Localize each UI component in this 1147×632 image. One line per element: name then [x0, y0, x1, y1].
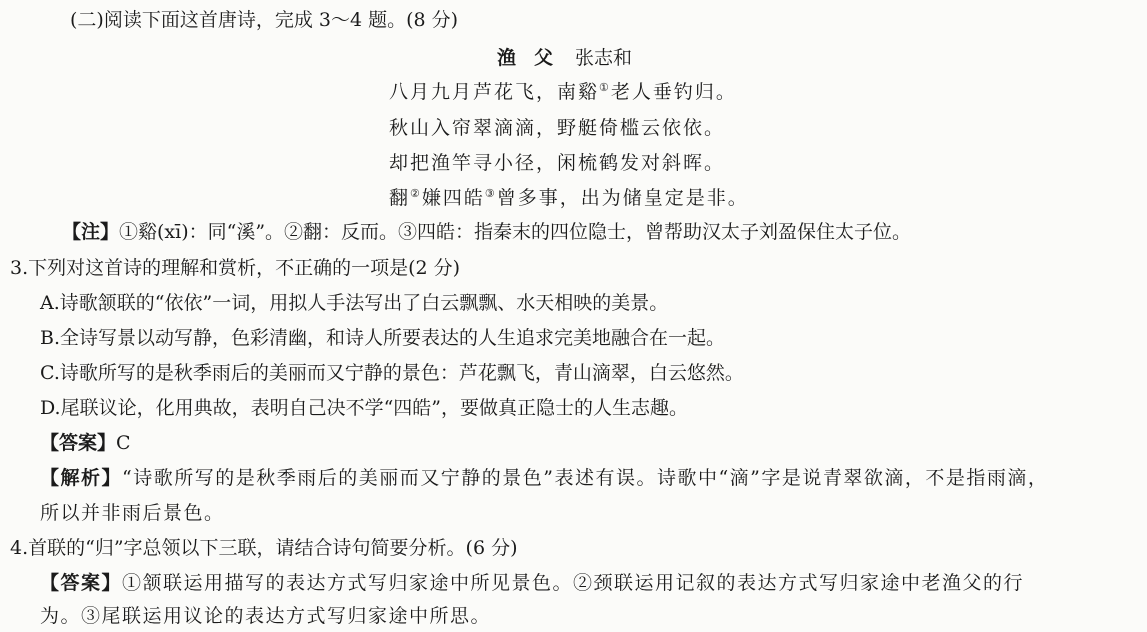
poem-line-4-part-b: 嫌四皓 [421, 187, 485, 209]
q3-analysis-text-1: “诗歌所写的是秋季雨后的美丽而又宁静的景色”表述有误。诗歌中“滴”字是说青翠欲滴，不是指雨滴， [122, 467, 1049, 489]
q3-analysis-line-1 [40, 466, 1048, 490]
poem-line-1 [389, 80, 737, 104]
footnote-marker-3: ③ [484, 187, 497, 200]
q4-answer-line-2: 为。③尾联运用议论的表达方式写归家途中所思。 [40, 605, 492, 627]
poem-line-4-part-a: 翻 [389, 187, 411, 209]
q3-analysis-line-2: 所以并非雨后景色。 [40, 502, 225, 524]
note-text: ①谿(xī)：同“溪”。②翻：反而。③四皓：指秦末的四位隐士，曾帮助汉太子刘盈保住太子位。 [119, 221, 912, 243]
poem-line-1-part-a: 八月九月芦花飞，南谿 [389, 81, 600, 103]
poem-line-4-part-c: 曾多事，出为储皇定是非。 [496, 187, 749, 209]
q4-answer-line-1 [40, 571, 1024, 595]
q3-option-c: C.诗歌所写的是秋季雨后的美丽而又宁静的景色：芦花飘飞，青山滴翠，白云悠然。 [40, 362, 744, 384]
poem-title: 渔父 [497, 47, 572, 69]
q4-answer-label: 【答案】 [40, 572, 123, 594]
footnote-marker-1: ① [599, 81, 611, 94]
q3-option-b: B.全诗写景以动写静，色彩清幽，和诗人所要表达的人生追求完美地融合在一起。 [40, 327, 726, 349]
footnote-marker-2: ② [410, 187, 422, 200]
note [62, 220, 911, 244]
section-heading: (二)阅读下面这首唐诗，完成 3～4 题。(8 分) [70, 9, 459, 31]
q3-answer [40, 431, 131, 455]
q3-stem: 3.下列对这首诗的理解和赏析，不正确的一项是(2 分) [10, 257, 461, 279]
q3-analysis-label: 【解析】 [40, 467, 123, 489]
q3-option-d: D.尾联议论，化用典故，表明自己决不学“四皓”，要做真正隐士的人生志趣。 [40, 397, 689, 419]
poem-line-4 [389, 186, 749, 210]
q4-stem: 4.首联的“归”字总领以下三联，请结合诗句简要分析。(6 分) [10, 537, 518, 559]
poem-author: 张志和 [575, 47, 633, 69]
note-label: 【注】 [62, 221, 120, 243]
poem-line-1-part-b: 老人垂钓归。 [610, 81, 737, 103]
q3-option-a: A.诗歌颔联的“依依”一词，用拟人手法写出了白云飘飘、水天相映的美景。 [40, 292, 669, 314]
poem-line-3: 却把渔竿寻小径，闲梳鹤发对斜晖。 [389, 152, 726, 174]
q3-answer-value: C [116, 432, 131, 454]
q4-answer-text-1: ①颔联运用描写的表达方式写归家途中所见景色。②颈联运用记叙的表达方式写归家途中老渔父的行 [122, 572, 1025, 594]
poem-line-2: 秋山入帘翠滴滴，野艇倚槛云依依。 [389, 117, 726, 139]
poem-title-block [497, 46, 632, 70]
q3-answer-label: 【答案】 [40, 432, 117, 454]
